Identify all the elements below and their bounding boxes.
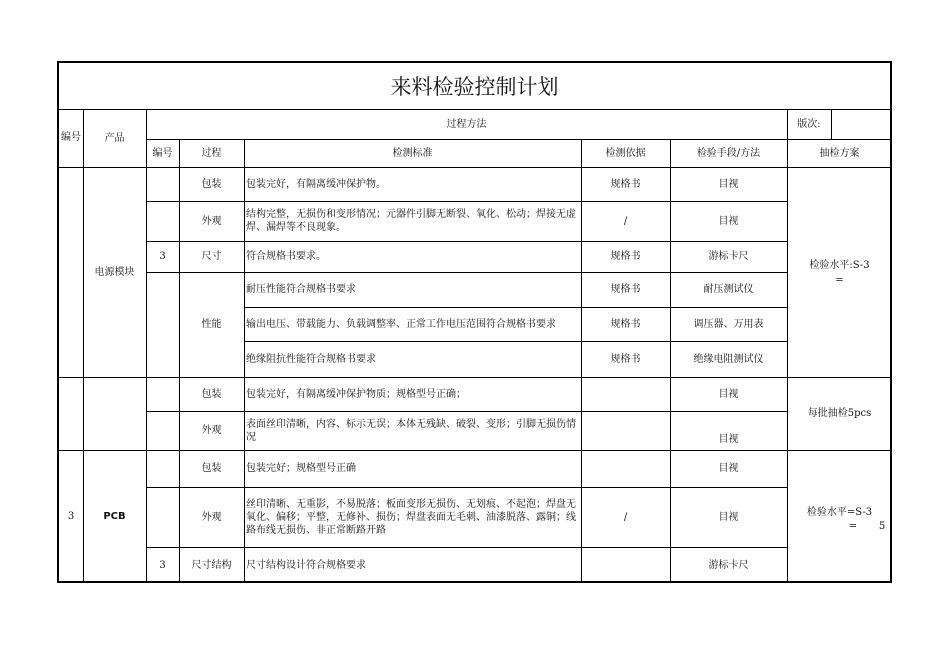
- b2r2-means: 目视: [718, 434, 739, 445]
- b2r1-means: 目视: [718, 388, 739, 400]
- b1r2-process: 外观: [201, 215, 222, 227]
- b3r2-means: 目视: [718, 511, 739, 523]
- b1r6-standard: 绝缘阻抗性能符合规格书要求: [246, 353, 376, 365]
- page-title: 来料检验控制计划: [390, 75, 559, 99]
- b1r3-basis: 规格书: [610, 251, 641, 262]
- header-process-method: 过程方法: [446, 118, 487, 130]
- b3r1-basis: [581, 450, 670, 487]
- block3-sampling-eq: =: [848, 520, 857, 532]
- b3r3-means: 游标卡尺: [708, 559, 749, 571]
- b1r2-standard: 结构完整，无损伤和变形情况；元器件引脚无断裂、氧化、松动；焊接无虚焊、漏焊等不良现象。: [246, 209, 576, 233]
- b1r5-basis: 规格书: [610, 318, 641, 330]
- b2r1-basis: [581, 377, 670, 411]
- b1r4-no: [146, 272, 179, 377]
- b1r4-process: 性能: [201, 319, 222, 330]
- b1r5-means: 调压器、万用表: [693, 318, 764, 330]
- b1r3-process: 尺寸: [201, 251, 222, 262]
- block3-sampling: 检验水平=S-3: [806, 506, 873, 518]
- b3r2-standard: 丝印清晰、无重影，不易脱落；板面变形无损伤、无划痕、不起泡；焊盘无氧化、偏移；平整，无修补、损伤；焊盘表面无毛刺、油漆脱落、露铜；线路布线无损伤、非正常断路开路: [246, 498, 576, 536]
- b3r3-basis: [581, 547, 670, 583]
- b3r3-process: 尺寸结构: [191, 559, 232, 571]
- b1r1-process: 包装: [201, 178, 222, 190]
- b1r3-no: 3: [159, 251, 166, 262]
- header-sub-no: 编号: [152, 147, 173, 159]
- b2r1-process: 包装: [201, 388, 222, 400]
- b1r4-basis: 规格书: [610, 284, 641, 295]
- b1r3-standard: 符合规格书要求。: [246, 251, 326, 262]
- b2r1-standard: 包装完好，有隔离缓冲保护物质；规格型号正确；: [246, 388, 466, 400]
- block1-sampling: 检验水平:S-3: [809, 259, 870, 271]
- block1-sampling-tail: =: [835, 274, 844, 286]
- header-process: 过程: [201, 147, 222, 159]
- b3r2-basis: /: [623, 511, 628, 523]
- inspection-plan-table: [57, 61, 892, 583]
- header-means: 检验手段/方法: [696, 147, 761, 159]
- header-standard: 检测标准: [392, 147, 433, 159]
- b3r1-no: [146, 450, 179, 487]
- b1r5-standard: 输出电压、带载能力、负载调整率、正常工作电压范围符合规格书要求: [246, 318, 556, 330]
- header-version: 版次:: [797, 118, 821, 130]
- b1r3-means: 游标卡尺: [708, 251, 749, 262]
- b2r2-process: 外观: [201, 425, 222, 436]
- b2r2-basis: [581, 411, 670, 450]
- header-no: 编号: [61, 132, 81, 143]
- block3-no: 3: [67, 511, 75, 522]
- block1-product: 电源模块: [94, 266, 135, 278]
- b3r3-no: 3: [159, 559, 166, 571]
- block3-product: PCB: [103, 511, 126, 522]
- b3r1-standard: 包装完好；规格型号正确: [246, 463, 356, 474]
- b1r2-no: [146, 201, 179, 241]
- b1r6-means: 绝缘电阻测试仪: [693, 353, 764, 365]
- b3r2-process: 外观: [201, 511, 222, 523]
- header-product: 产品: [104, 132, 125, 144]
- b1r2-basis: /: [623, 215, 628, 227]
- b1r2-means: 目视: [718, 215, 739, 227]
- b3r1-means: 目视: [718, 463, 739, 474]
- b1r1-no: [146, 167, 179, 201]
- header-sampling: 抽检方案: [819, 147, 860, 159]
- b3r2-no: [146, 487, 179, 547]
- b3r1-process: 包装: [201, 463, 222, 474]
- b1r1-basis: 规格书: [610, 178, 641, 190]
- b1r4-standard: 耐压性能符合规格书要求: [246, 284, 356, 295]
- block2-sampling: 每批抽检5pcs: [807, 408, 872, 419]
- b1r4-means: 耐压测试仪: [703, 284, 754, 295]
- b3r3-standard: 尺寸结构设计符合规格要求: [246, 559, 366, 571]
- b1r1-means: 目视: [718, 178, 739, 190]
- b1r6-basis: 规格书: [610, 353, 641, 365]
- b1r1-standard: 包装完好，有隔离缓冲保护物。: [246, 178, 386, 190]
- b2r2-standard: 表面丝印清晰，内容、标示无误；本体无残缺、破裂、变形；引脚无损伤情况: [246, 418, 576, 443]
- header-basis: 检测依据: [605, 147, 646, 159]
- block3-sampling-tail: 5: [878, 520, 886, 532]
